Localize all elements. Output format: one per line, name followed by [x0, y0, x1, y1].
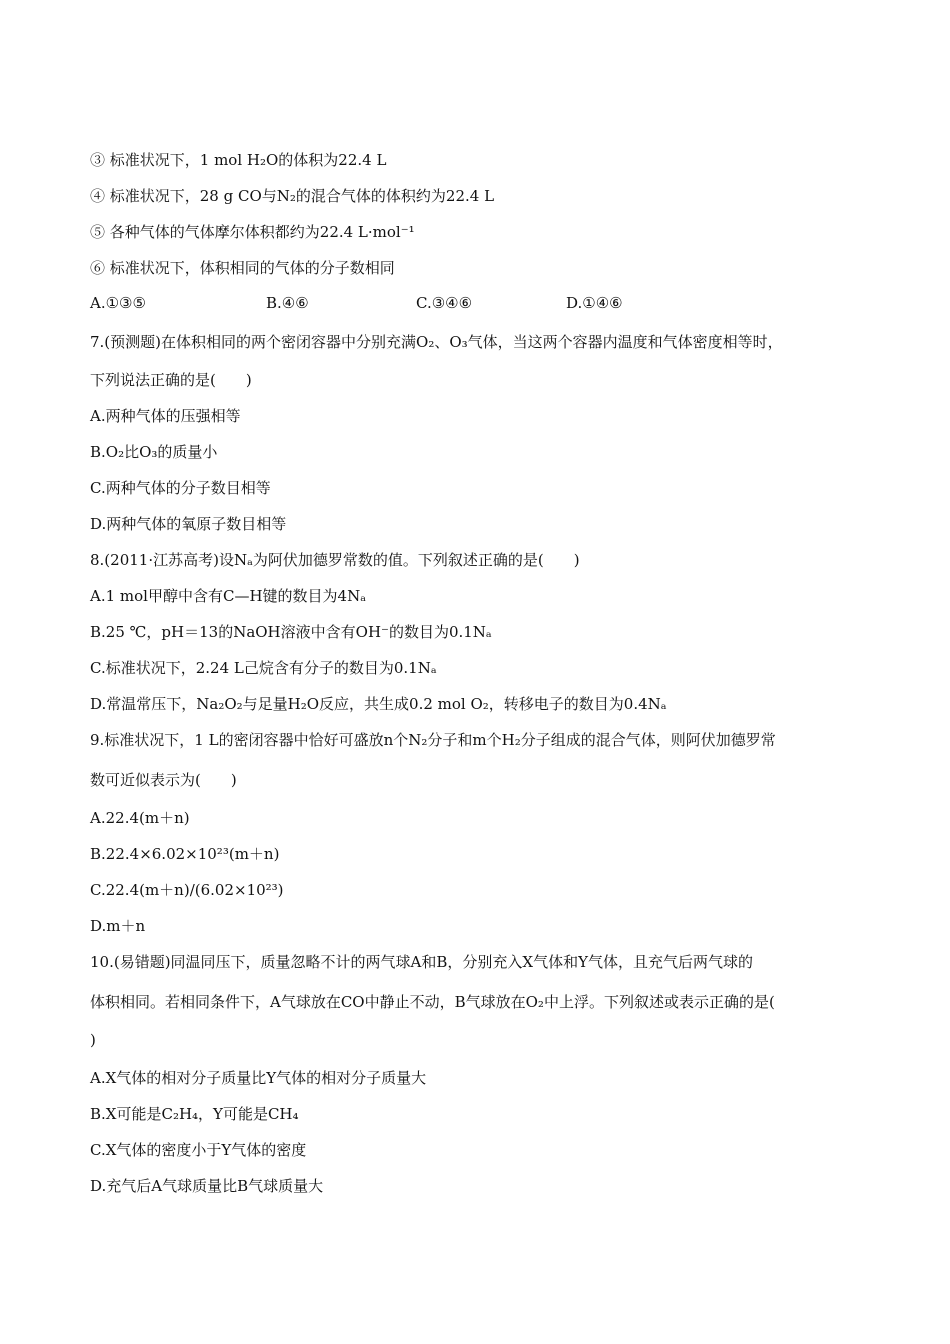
question-10-stem-cont: 体积相同。若相同条件下，A气球放在CO中静止不动，B气球放在O₂中上浮。下列叙述或表示正确的是(: [90, 993, 775, 1011]
question-10-stem-end: ): [90, 1031, 96, 1049]
q10-option-a: A.X气体的相对分子质量比Y气体的相对分子质量大: [90, 1069, 427, 1087]
q9-option-b: B.22.4×6.02×10²³(m＋n): [90, 845, 280, 863]
q7-option-b: B.O₂比O₃的质量小: [90, 443, 218, 461]
q10-option-c: C.X气体的密度小于Y气体的密度: [90, 1141, 307, 1159]
q7-option-c: C.两种气体的分子数目相等: [90, 479, 271, 497]
q8-option-c: C.标准状况下，2.24 L己烷含有分子的数目为0.1Nₐ: [90, 659, 437, 677]
statement-4: ④ 标准状况下，28 g CO与N₂的混合气体的体积约为22.4 L: [90, 187, 495, 205]
q9-option-c: C.22.4(m＋n)/(6.02×10²³): [90, 881, 284, 899]
statement-3: ③ 标准状况下，1 mol H₂O的体积为22.4 L: [90, 151, 387, 169]
question-7-stem: 7.(预测题)在体积相同的两个密闭容器中分别充满O₂、O₃气体，当这两个容器内温度和气体密度相等时，: [90, 333, 783, 351]
statement-5: ⑤ 各种气体的气体摩尔体积都约为22.4 L·mol⁻¹: [90, 223, 415, 241]
statement-6: ⑥ 标准状况下，体积相同的气体的分子数相同: [90, 259, 395, 277]
q7-option-a: A.两种气体的压强相等: [90, 407, 241, 425]
question-9-stem-cont: 数可近似表示为( ): [90, 771, 237, 789]
q7-option-d: D.两种气体的氧原子数目相等: [90, 515, 287, 533]
q6-option-a: A.①③⑤: [90, 294, 146, 312]
q6-option-d: D.①④⑥: [566, 294, 623, 312]
q10-option-d: D.充气后A气球质量比B气球质量大: [90, 1177, 324, 1195]
q8-option-a: A.1 mol甲醇中含有C—H键的数目为4Nₐ: [90, 587, 366, 605]
question-10-stem: 10.(易错题)同温同压下，质量忽略不计的两气球A和B，分别充入X气体和Y气体，且充气后两气球的: [90, 953, 753, 971]
question-8-stem: 8.(2011·江苏高考)设Nₐ为阿伏加德罗常数的值。下列叙述正确的是( ): [90, 551, 580, 569]
q9-option-a: A.22.4(m＋n): [90, 809, 190, 827]
q6-option-b: B.④⑥: [266, 294, 309, 312]
question-7-stem-cont: 下列说法正确的是( ): [90, 371, 252, 389]
q6-option-c: C.③④⑥: [416, 294, 473, 312]
q10-option-b: B.X可能是C₂H₄，Y可能是CH₄: [90, 1105, 299, 1123]
question-9-stem: 9.标准状况下，1 L的密闭容器中恰好可盛放n个N₂分子和m个H₂分子组成的混合气体，则阿伏加德罗常: [90, 731, 776, 749]
q8-option-b: B.25 ℃，pH＝13的NaOH溶液中含有OH⁻的数目为0.1Nₐ: [90, 623, 492, 641]
q8-option-d: D.常温常压下，Na₂O₂与足量H₂O反应，共生成0.2 mol O₂，转移电子的数目为0.4Nₐ: [90, 695, 667, 713]
q9-option-d: D.m＋n: [90, 917, 146, 935]
